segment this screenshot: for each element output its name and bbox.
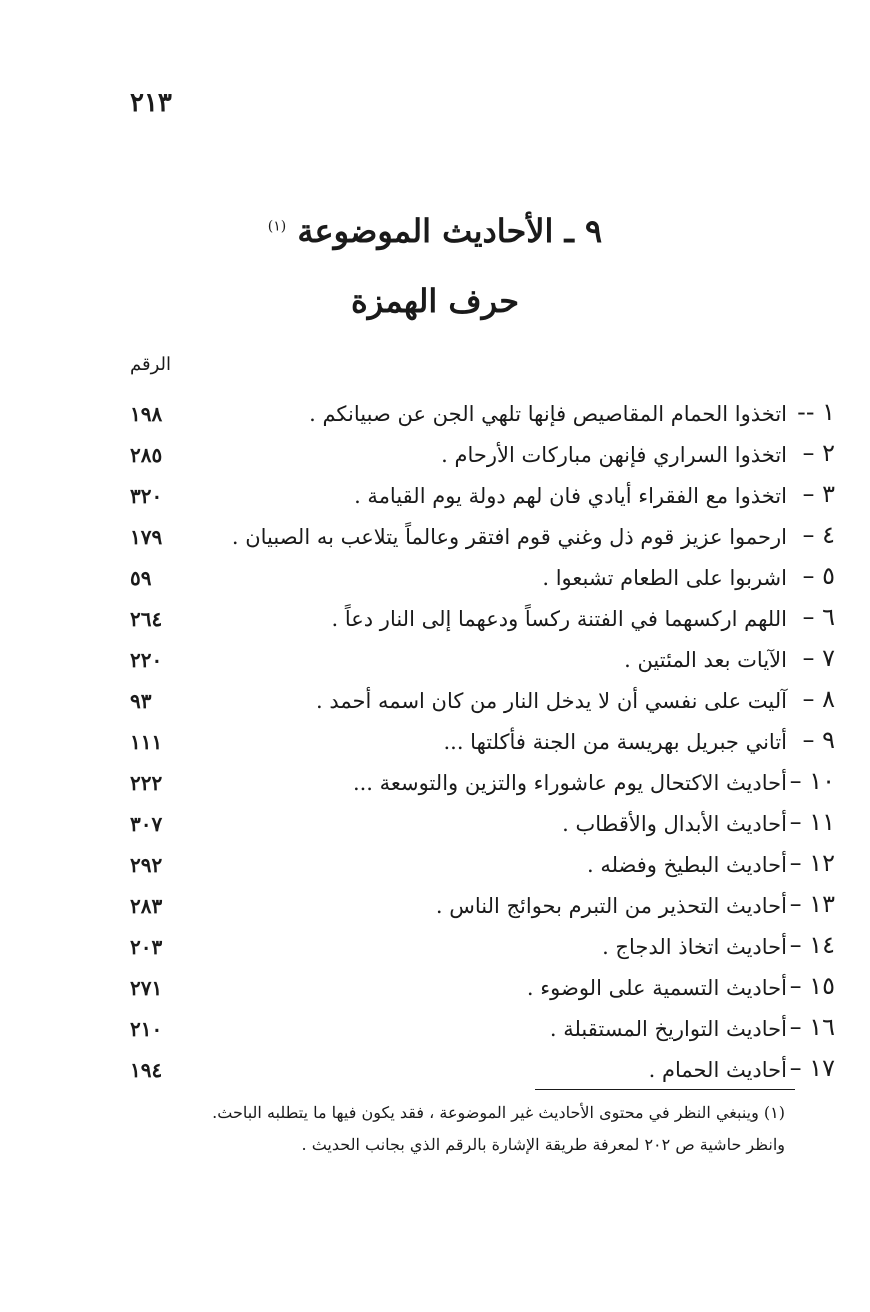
entry-number: ١٩٨ — [130, 402, 163, 426]
entry-index: ١٣ – — [789, 890, 835, 918]
page-number: ٢١٣ — [130, 88, 172, 118]
entry-index: ٥ – — [802, 562, 835, 590]
entry-number: ٢٨٥ — [130, 443, 163, 467]
entry-index: ٧ – — [802, 644, 835, 672]
entry-index: ٨ – — [802, 685, 835, 713]
list-item — [130, 806, 835, 847]
entry-text: أتاني جبريل بهريسة من الجنة فأكلتها ... — [443, 730, 787, 754]
list-item — [130, 847, 835, 888]
chapter-title-text: ٩ ـ الأحاديث الموضوعة — [297, 212, 603, 250]
section-title: حرف الهمزة — [350, 282, 520, 320]
entry-index: ١٠ – — [789, 767, 835, 795]
list-item — [130, 888, 835, 929]
entry-number: ٩٣ — [130, 689, 152, 713]
entry-number: ٢٧١ — [130, 976, 163, 1000]
footnote-line-1: (١) وينبغي النظر في محتوى الأحاديث غير الموضوعة ، فقد يكون فيها ما يتطلبه الباحث. — [212, 1103, 785, 1122]
entry-text: اشربوا على الطعام تشبعوا . — [542, 566, 787, 590]
list-item — [130, 765, 835, 806]
list-item — [130, 1052, 835, 1093]
entry-number: ١٧٩ — [130, 525, 163, 549]
entry-text: أحاديث البطيخ وفضله . — [586, 853, 787, 877]
list-item — [130, 478, 835, 519]
entry-index: ١٢ – — [789, 849, 835, 877]
entry-text: أحاديث التحذير من التبرم بحوائج الناس . — [435, 894, 787, 918]
entry-number: ٢٢٢ — [130, 771, 163, 795]
entry-index: ٩ – — [802, 726, 835, 754]
list-item — [130, 601, 835, 642]
entry-number: ٢٩٢ — [130, 853, 163, 877]
entry-index: ١٧ – — [789, 1054, 835, 1082]
entry-text: أحاديث الاكتحال يوم عاشوراء والتزين والتوسعة ... — [352, 771, 787, 795]
entry-index: ٦ – — [802, 603, 835, 631]
entry-index: ١١ – — [789, 808, 835, 836]
entry-text: اللهم اركسهما في الفتنة ركساً ودعهما إلى النار دعاً . — [331, 607, 787, 631]
entry-index: ١٥ – — [789, 972, 835, 1000]
entry-number: ٢٢٠ — [130, 648, 163, 672]
entry-index: ١٦ – — [789, 1013, 835, 1041]
chapter-title — [0, 212, 870, 250]
footnote-marker: (١) — [267, 218, 287, 235]
entry-text: أحاديث الأبدال والأقطاب . — [562, 812, 787, 836]
entry-text: اتخذوا السراري فإنهن مباركات الأرحام . — [441, 443, 787, 467]
entry-text: آليت على نفسي أن لا يدخل النار من كان اسمه أحمد . — [316, 689, 787, 713]
list-item — [130, 560, 835, 601]
entry-text: الآيات بعد المئتين . — [624, 648, 787, 672]
list-item — [130, 724, 835, 765]
entry-number: ٢٠٣ — [130, 935, 163, 959]
entry-number: ١٩٤ — [130, 1058, 163, 1082]
entry-number: ٣٠٧ — [130, 812, 163, 836]
list-item — [130, 437, 835, 478]
entry-number: ٢٨٣ — [130, 894, 163, 918]
entry-text: ارحموا عزيز قوم ذل وغني قوم افتقر وعالماً يتلاعب به الصبيان . — [231, 525, 787, 549]
list-item — [130, 642, 835, 683]
list-item — [130, 970, 835, 1011]
footnote-line-2: وانظر حاشية ص ٢٠٢ لمعرفة طريقة الإشارة بالرقم الذي بجانب الحديث . — [301, 1135, 785, 1154]
list-item — [130, 519, 835, 560]
entry-number: ١١١ — [130, 730, 163, 754]
entry-text: أحاديث الحمام . — [648, 1058, 787, 1082]
list-item — [130, 683, 835, 724]
footnote-divider — [535, 1089, 795, 1090]
entry-text: أحاديث اتخاذ الدجاج . — [602, 935, 787, 959]
hadith-list — [130, 396, 835, 1093]
entry-index: ٢ – — [802, 439, 835, 467]
entry-number: ٣٢٠ — [130, 484, 163, 508]
entry-number: ٢١٠ — [130, 1017, 163, 1041]
entry-index: ٣ – — [802, 480, 835, 508]
list-item — [130, 1011, 835, 1052]
entry-text: أحاديث التسمية على الوضوء . — [526, 976, 787, 1000]
entry-text: اتخذوا الحمام المقاصيص فإنها تلهي الجن عن صبيانكم . — [309, 402, 787, 426]
entry-number: ٥٩ — [130, 566, 152, 590]
list-item — [130, 929, 835, 970]
entry-index: ١٤ – — [789, 931, 835, 959]
entry-index: ١ -- — [797, 398, 835, 426]
entry-text: أحاديث التواريخ المستقبلة . — [549, 1017, 787, 1041]
entry-index: ٤ – — [802, 521, 835, 549]
list-item — [130, 396, 835, 437]
entry-number: ٢٦٤ — [130, 607, 163, 631]
entry-text: اتخذوا مع الفقراء أيادي فان لهم دولة يوم القيامة . — [354, 484, 787, 508]
number-column-label: الرقم — [130, 354, 172, 375]
